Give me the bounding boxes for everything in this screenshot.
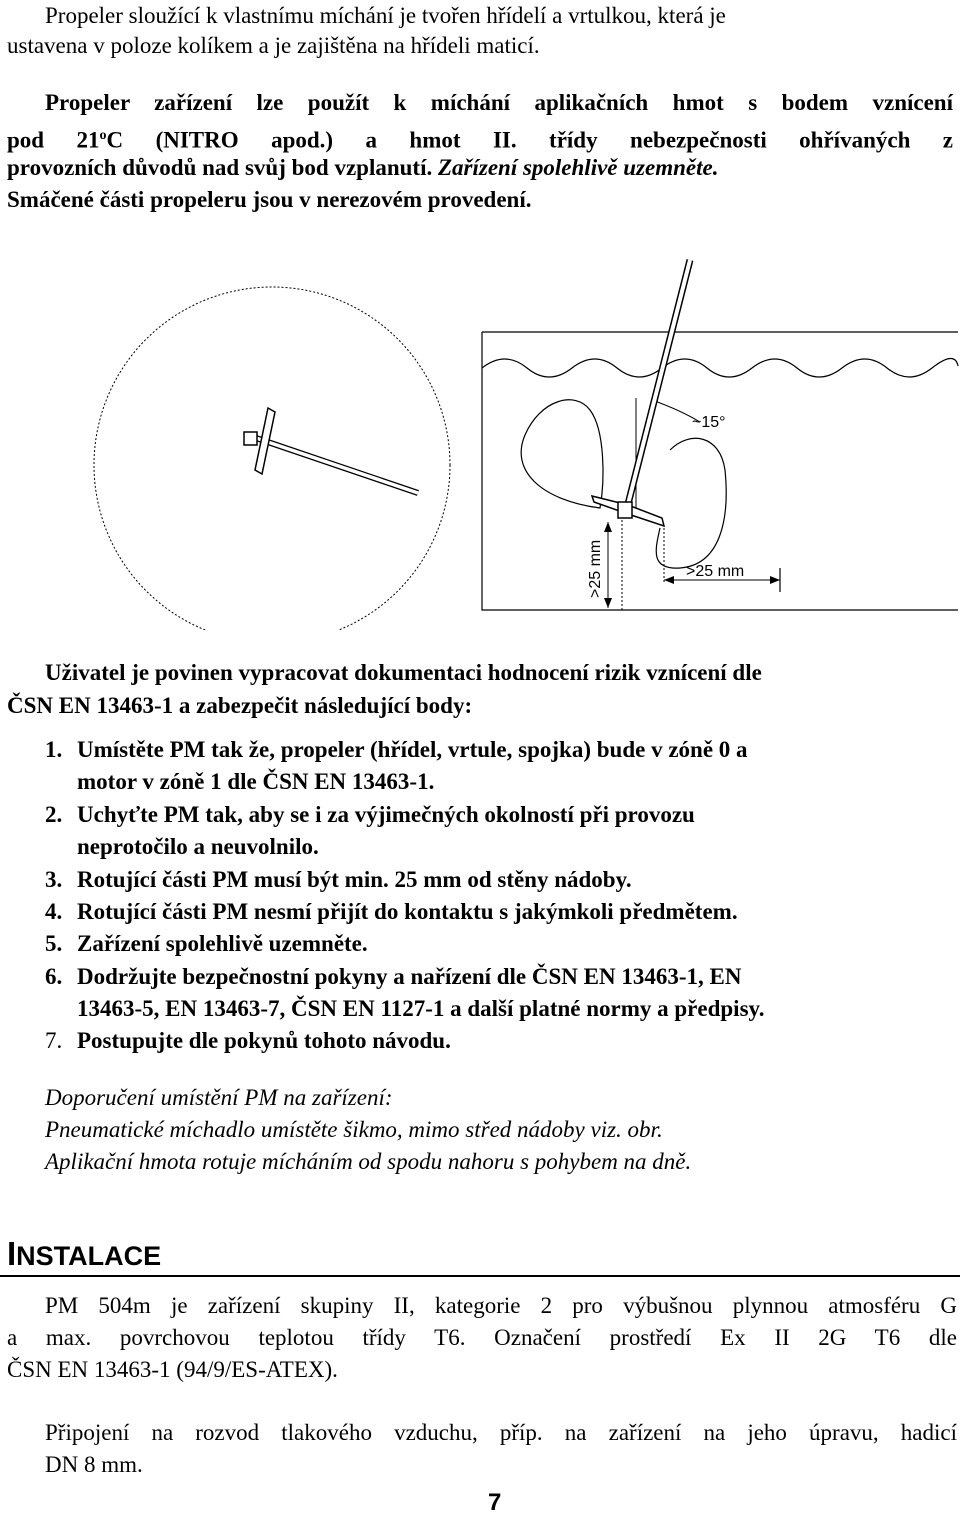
recommendation-line3: Aplikační hmota rotuje mícháním od spodu nahoru s pohybem na dně. xyxy=(45,1149,692,1174)
intro-p2-line3-a: provozních důvodů nad svůj bod vzplanutí. xyxy=(7,155,433,180)
requirement-item: 3. Rotující části PM musí být min. 25 mm od stěny nádoby. xyxy=(45,867,632,892)
degree-sup: o xyxy=(99,128,107,143)
angle-label: ~15° xyxy=(692,414,726,431)
requirement-item: 7. Postupujte dle pokynů tohoto návodu. xyxy=(45,1028,451,1053)
installation-p1-line1: PM 504m je zařízení skupiny II, kategorie 2 pro výbušnou plynnou atmosféru G xyxy=(45,1293,957,1318)
page-number: 7 xyxy=(488,1489,502,1516)
intro-p1-line1: Propeler sloužící k vlastnímu míchání je tvořen hřídelí a vrtulkou, která je xyxy=(45,3,726,28)
requirement-item: 1. Umístěte PM tak že, propeler (hřídel, vrtule, spojka) bude v zóně 0 a motor v zóně 1 dle ČSN EN 13463-1. xyxy=(45,737,748,794)
intro-p2-line3 xyxy=(7,152,953,184)
side-gap-label: >25 mm xyxy=(686,563,745,580)
flow-loop-right xyxy=(656,438,726,568)
installation-p1-line3: ČSN EN 13463-1 (94/9/ES-ATEX). xyxy=(7,1357,338,1382)
requirements-lead-line2: ČSN EN 13463-1 a zabezpečit následující body: xyxy=(7,693,473,718)
requirements-lead-line1: Uživatel je povinen vypracovat dokumentaci hodnocení rizik vznícení dle xyxy=(45,660,762,685)
bottom-gap-label: >25 mm xyxy=(587,539,604,598)
grounding-warning: Zařízení spolehlivě uzemněte. xyxy=(437,155,719,180)
propeller-hub xyxy=(618,502,632,518)
intro-p2-temp: pod 21 xyxy=(7,127,100,153)
heading-rule xyxy=(0,1275,960,1277)
intro-p1-line2: ustavena v poloze kolíkem a je zajištěna na hřídeli maticí. xyxy=(7,33,540,58)
recommendation-title: Doporučení umístění PM na zařízení: xyxy=(45,1085,393,1110)
requirement-item: 5. Zařízení spolehlivě uzemněte. xyxy=(45,931,368,956)
mixer-placement-diagram xyxy=(0,250,960,630)
requirement-item: 6. Dodržujte bezpečnostní pokyny a nařízení dle ČSN EN 13463-1, EN 13463-5, EN 13463-7, ČSN EN 1127-1 a další platné normy a předpisy. xyxy=(45,964,765,1021)
propeller-top-view xyxy=(244,408,418,493)
flow-loop-left xyxy=(521,400,603,508)
intro-p2-line4: Smáčené části propeleru jsou v nerezovém provedení. xyxy=(7,187,532,212)
section-heading-installation: INSTALACE xyxy=(7,1235,162,1272)
requirement-item: 2. Uchyťte PM tak, aby se i za výjimečných okolností při provozu neprotočilo a neuvolnilo. xyxy=(45,802,695,859)
recommendation-line2: Pneumatické míchadlo umístěte šikmo, mimo střed nádoby viz. obr. xyxy=(45,1117,663,1142)
requirement-item: 4. Rotující části PM nesmí přijít do kontaktu s jakýmkoli předmětem. xyxy=(45,899,738,924)
liquid-surface xyxy=(482,358,958,377)
installation-p2-line2: DN 8 mm. xyxy=(45,1452,143,1477)
intro-paragraph-1 xyxy=(45,0,925,32)
vessel-top-view-circle xyxy=(94,287,450,630)
installation-p2-line1: Připojení na rozvod tlakového vzduchu, příp. na zařízení na jeho úpravu, hadicí xyxy=(45,1420,957,1445)
installation-p1-line2: a max. povrchovou teplotou třídy T6. Označení prostředí Ex II 2G T6 dle xyxy=(7,1325,957,1350)
vessel-side-view xyxy=(482,260,958,610)
intro-p2-line1: Propeler zařízení lze použít k míchání aplikačních hmot s bodem vznícení xyxy=(45,90,953,115)
intro-p2-line2-rest: C (NITRO apod.) a hmot II. třídy nebezpečnosti ohřívaných z xyxy=(106,127,953,153)
intro-paragraph-1-cont xyxy=(7,30,927,62)
